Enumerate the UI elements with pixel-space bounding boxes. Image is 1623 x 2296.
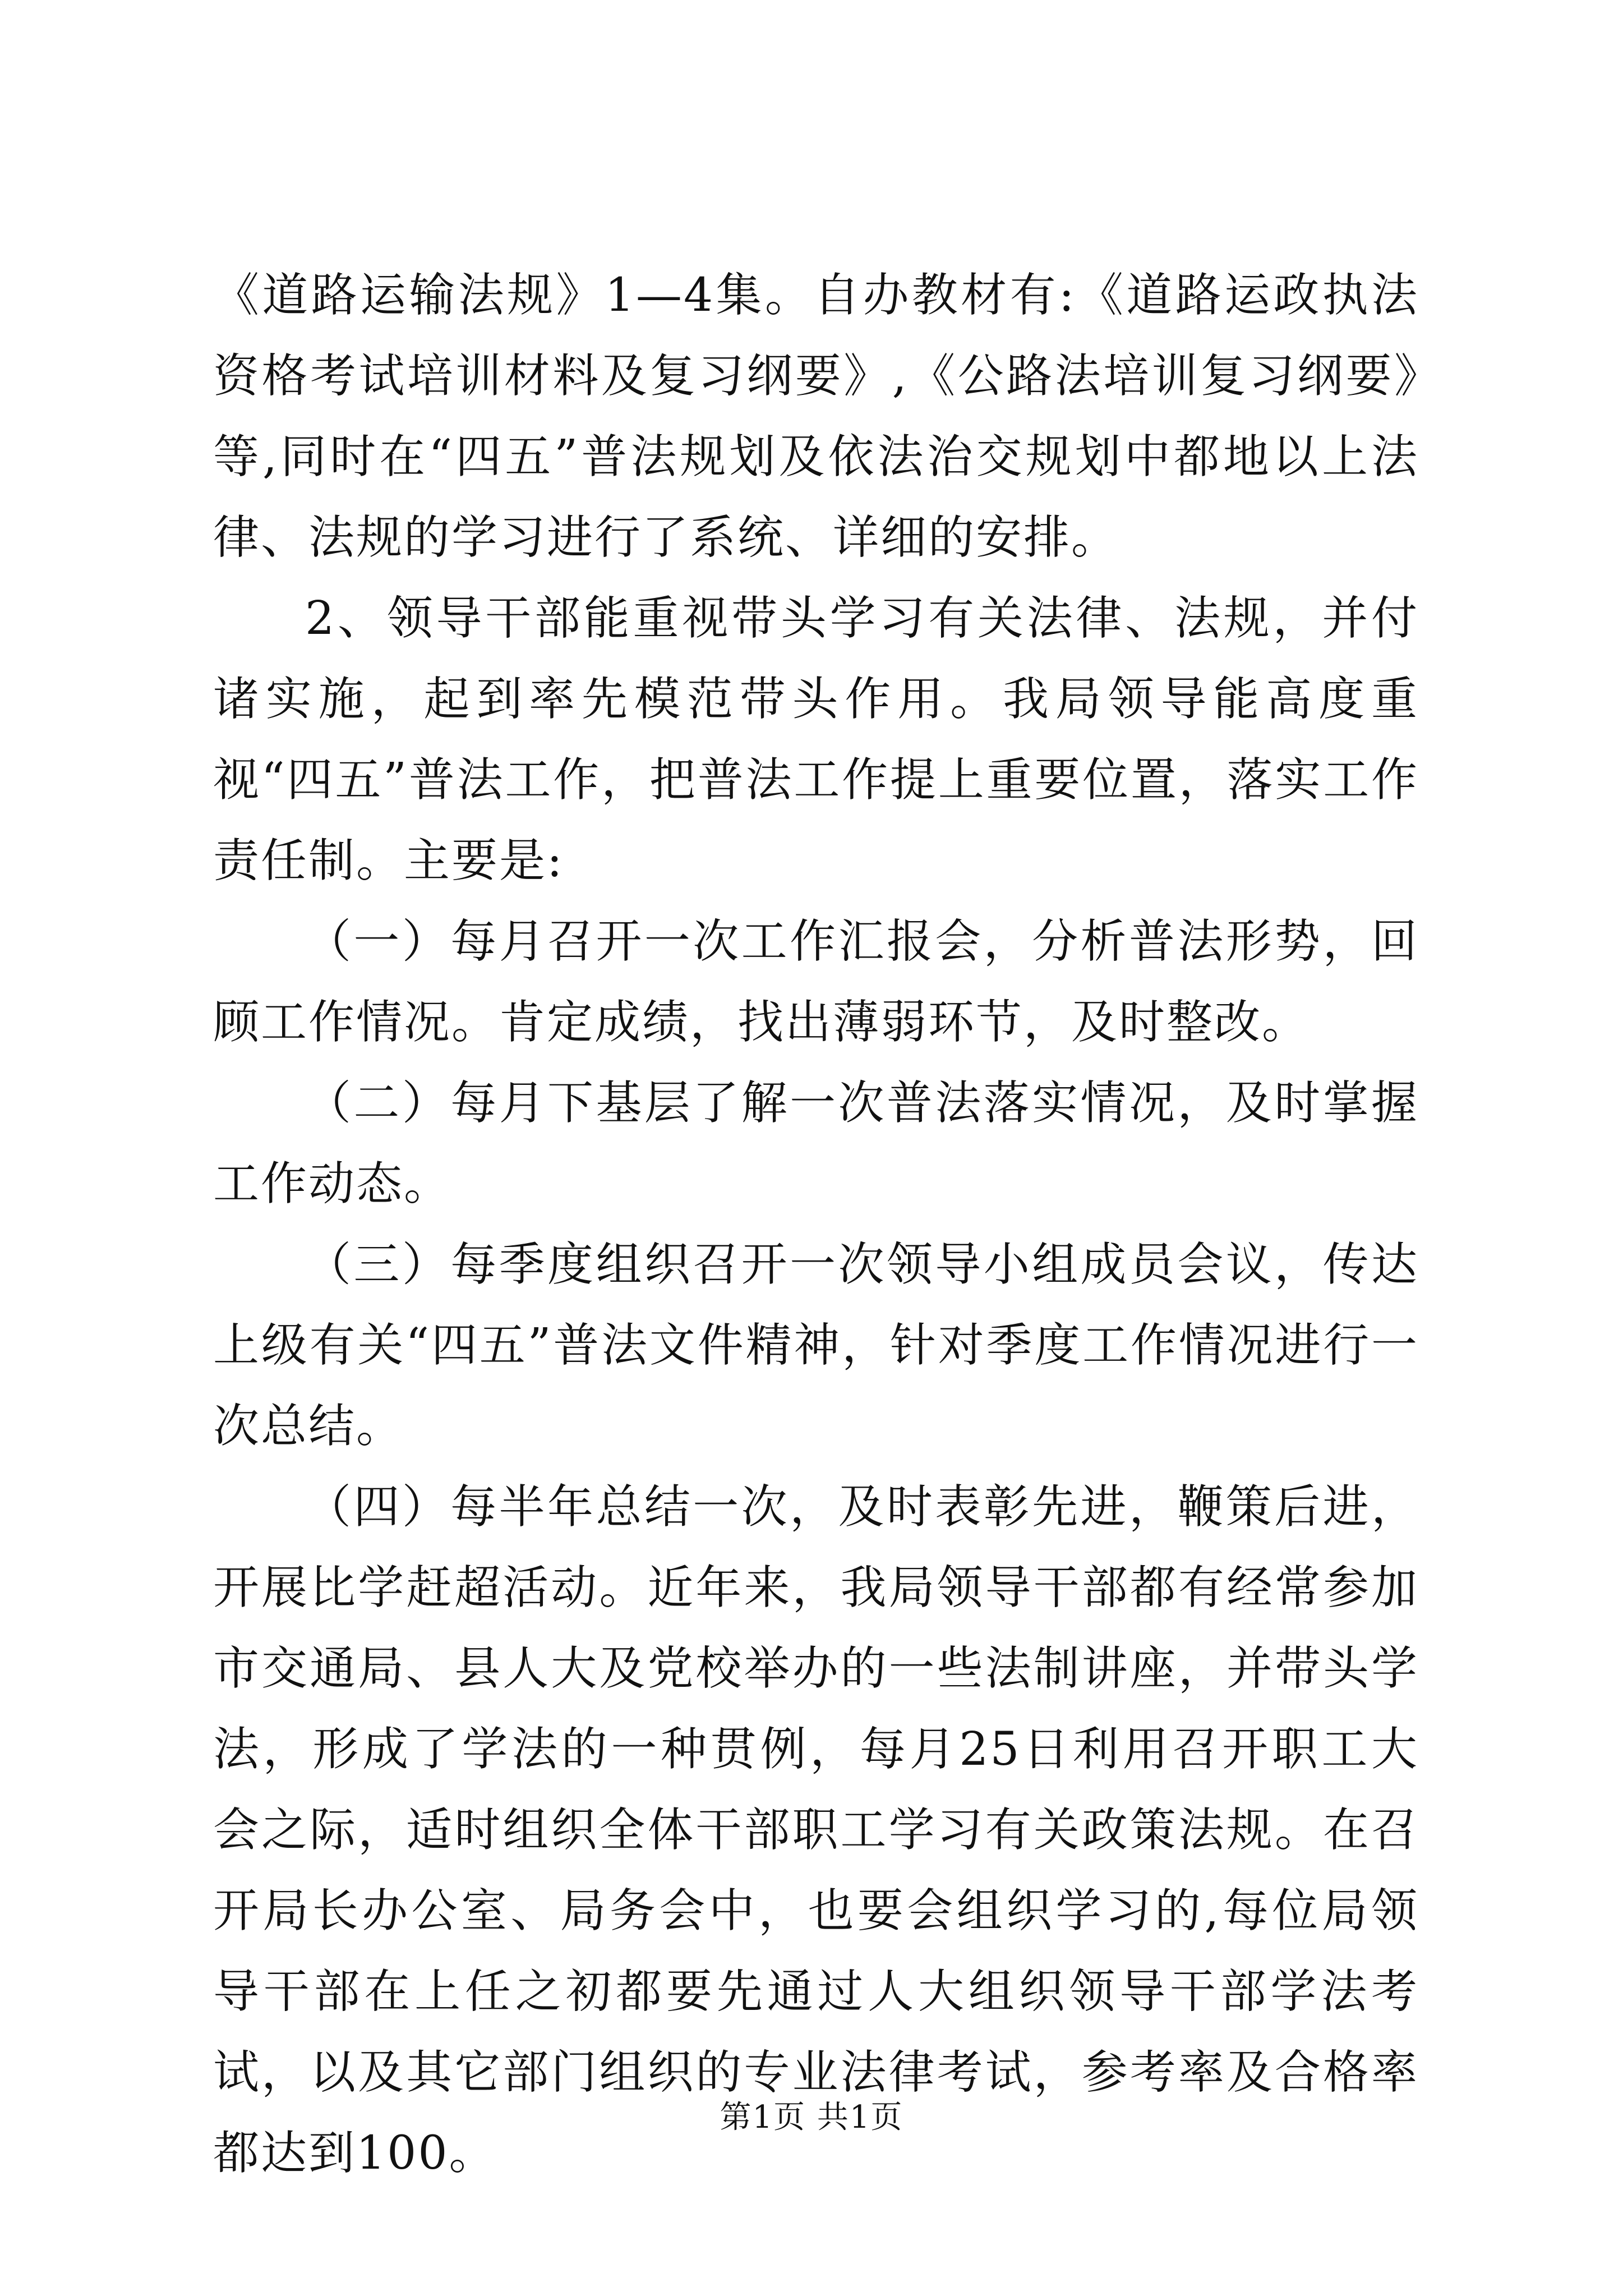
paragraph-2: 2、领导干部能重视带头学习有关法律、法规，并付诸实施，起到率先模范带头作用。我局领导能高度重视“四五”普法工作，把普法工作提上重要位置，落实工作责任制。主要是: [213,592,1419,887]
page-footer [0,2095,1623,2140]
document-body [213,255,1419,2194]
paragraph-5: （三）每季度组织召开一次领导小组成员会议，传达上级有关“四五”普法文件精神，针对季度工作情况进行一次总结。 [213,1238,1419,1453]
paragraph-6: （四）每半年总结一次，及时表彰先进，鞭策后进，开展比学赶超活动。近年来，我局领导干部都有经常参加市交通局、县人大及党校举办的一些法制讲座，并带头学法，形成了学法的一种贯例，每月25日利用召开职工大会之际，适时组织全体干部职工学习有关政策法规。在召开局长办公室、局务会中，也要会组织学习的,每位局领导干部在上任之初都要先通过人大组织领导干部学法考试，以及其它部门组织的专业法律考试，参考率及合格率都达到100。 [213,1480,1419,2180]
paragraph-4: （二）每月下基层了解一次普法落实情况，及时掌握工作动态。 [213,1076,1419,1211]
paragraph-3: （一）每月召开一次工作汇报会，分析普法形势，回顾工作情况。肯定成绩，找出薄弱环节，及时整改。 [213,915,1419,1049]
page-number-label: 第1页 共1页 [720,2099,903,2136]
paragraph-1: 《道路运输法规》1—4集。自办教材有:《道路运政执法资格考试培训材料及复习纲要》,《公路法培训复习纲要》等,同时在“四五”普法规划及依法治交规划中都地以上法律、法规的学习进行了系统、详细的安排。 [213,269,1419,564]
